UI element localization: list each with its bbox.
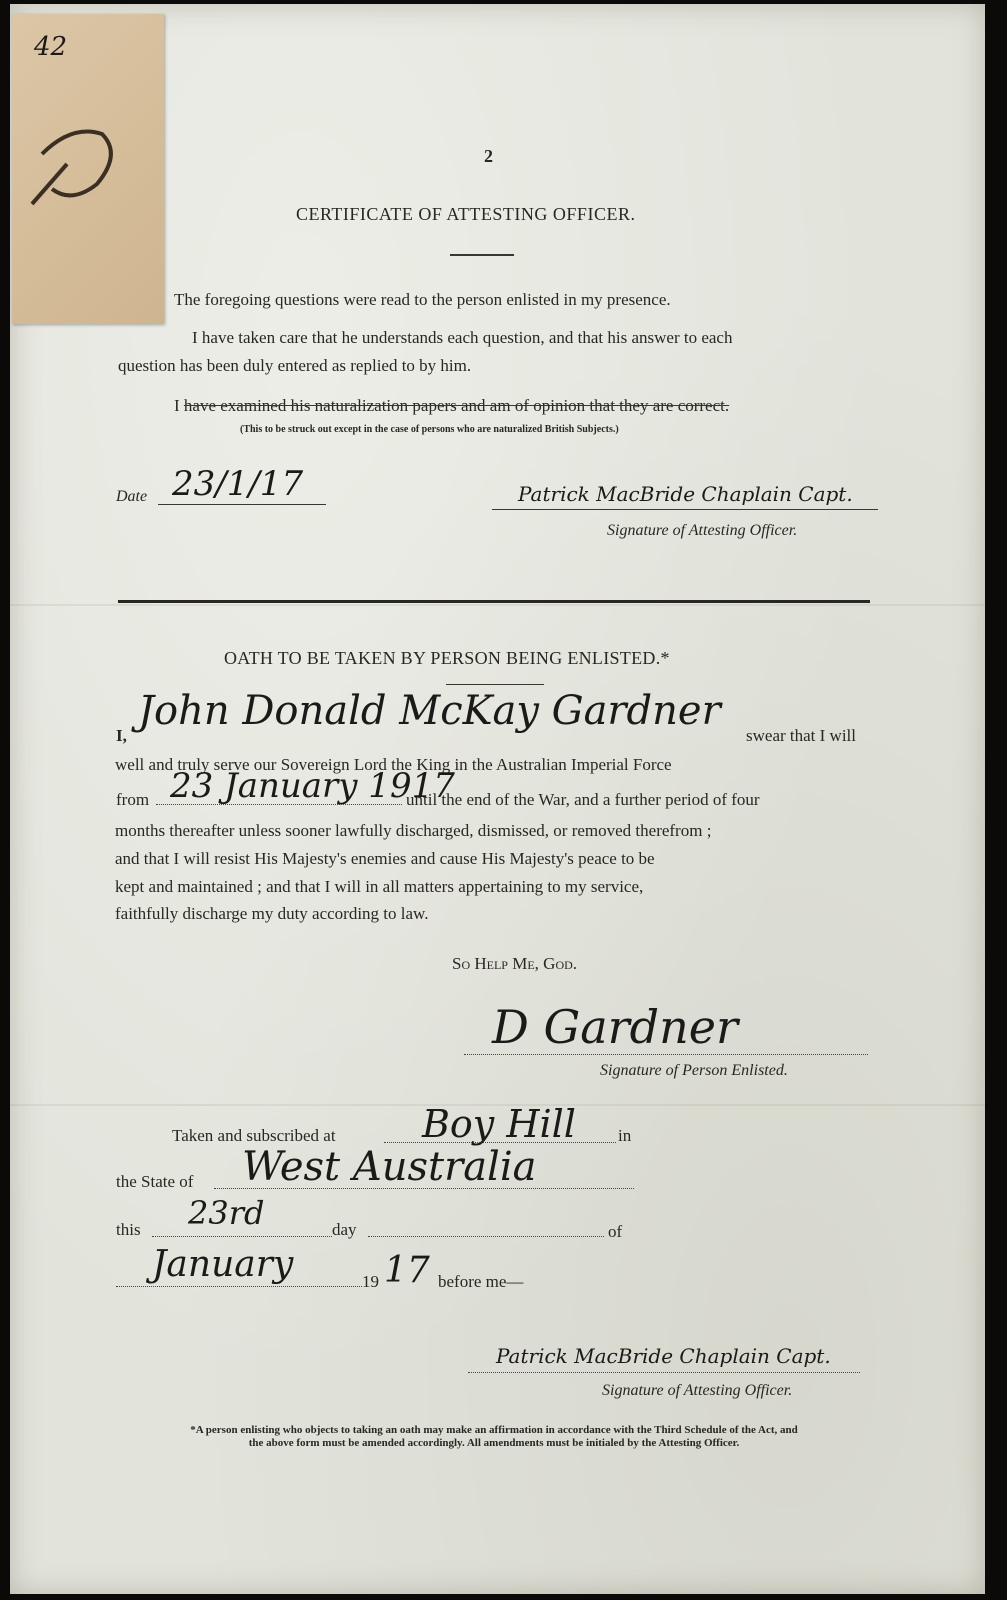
this-label: this — [116, 1220, 141, 1239]
page-number: 2 — [484, 146, 493, 166]
enlistee-signature-line — [464, 1054, 868, 1055]
naturalization-note: (This to be struck out except in the case of persons who are naturalized British Subjects.) — [240, 424, 619, 435]
oath-line-6: kept and maintained ; and that I will in all matters appertaining to my service, — [115, 877, 644, 896]
oath-closing: So Help Me, God. — [452, 954, 578, 973]
oath-line-1-end: swear that I will — [746, 726, 856, 745]
officer-signature-2: Patrick MacBride Chaplain Capt. — [496, 1344, 831, 1368]
struck-naturalization-text: have examined his naturalization papers and am of opinion that they are correct. — [183, 396, 730, 415]
state-line — [214, 1188, 634, 1189]
from-date-line — [156, 804, 402, 805]
document-page — [10, 4, 985, 1594]
tab-marking: 42 — [34, 32, 68, 62]
place-handwritten: Boy Hill — [422, 1102, 576, 1146]
taken-subscribed-label: Taken and subscribed at — [172, 1126, 336, 1145]
date-handwritten: 23/1/17 — [172, 464, 304, 504]
oath-line-2: well and truly serve our Sovereign Lord the King in the Australian Imperial Force — [115, 755, 672, 774]
section-divider — [118, 600, 870, 603]
oath-line-3: until the end of the War, and a further period of four — [406, 790, 760, 809]
officer-signature-line-2 — [468, 1372, 860, 1373]
day-label: day — [332, 1220, 357, 1239]
title-rule — [450, 254, 514, 256]
date-line — [158, 504, 326, 505]
of-label: of — [608, 1222, 623, 1241]
oath-title: OATH TO BE TAKEN BY PERSON BEING ENLISTED.* — [224, 648, 670, 668]
signature-caption-1: Signature of Attesting Officer. — [607, 522, 798, 539]
oath-line-5: and that I will resist His Majesty's enemies and cause His Majesty's peace to be — [115, 849, 655, 868]
oath-line-7: faithfully discharge my duty according to law. — [115, 904, 429, 923]
officer-signature-line-1 — [492, 509, 878, 510]
of-line — [368, 1236, 604, 1237]
tab-handwriting-mark — [12, 14, 164, 324]
enlistee-name-handwritten: John Donald McKay Gardner — [138, 688, 721, 734]
oath-from-label: from — [116, 790, 150, 809]
certificate-line-2a: I have taken care that he understands each question, and that his answer to each — [192, 328, 733, 347]
day-handwritten: 23rd — [188, 1194, 265, 1232]
oath-title-rule — [446, 684, 544, 685]
signature-caption-2: Signature of Attesting Officer. — [602, 1382, 793, 1399]
place-line — [384, 1142, 616, 1143]
month-handwritten: January — [152, 1244, 294, 1285]
officer-signature-1: Patrick MacBride Chaplain Capt. — [518, 482, 853, 506]
footnote-line-2: the above form must be amended accordingly. All amendments must be initialed by the Attesting Officer. — [248, 1437, 740, 1449]
date-label: Date — [116, 488, 148, 505]
certificate-line-3-prefix: I — [174, 396, 184, 415]
state-handwritten: West Australia — [242, 1144, 537, 1190]
fold-line — [10, 604, 985, 606]
enlistee-signature: D Gardner — [492, 1000, 738, 1054]
in-label: in — [618, 1126, 632, 1145]
certificate-line-1: The foregoing questions were read to the person enlisted in my presence. — [174, 290, 671, 309]
certificate-line-3 — [174, 392, 729, 420]
enlistee-signature-caption: Signature of Person Enlisted. — [600, 1062, 788, 1079]
year-handwritten: 17 — [384, 1250, 430, 1291]
state-label: the State of — [116, 1172, 194, 1191]
footnote-line-1: *A person enlisting who objects to taking an oath may make an affirmation in accordance with the Third Schedule of the Act, and — [190, 1424, 798, 1436]
before-me-label: before me— — [438, 1272, 524, 1291]
year-prefix: 19 — [362, 1272, 379, 1291]
from-date-handwritten: 23 January 1917 — [170, 766, 455, 806]
certificate-line-2b: question has been duly entered as replied to by him. — [118, 356, 472, 375]
paper-tab — [12, 14, 164, 324]
oath-i-label: I, — [116, 726, 127, 745]
day-line — [152, 1236, 332, 1237]
month-line — [116, 1286, 362, 1287]
footnote — [114, 1424, 874, 1450]
oath-line-4: months thereafter unless sooner lawfully discharged, dismissed, or removed therefrom ; — [115, 821, 712, 840]
certificate-title: CERTIFICATE OF ATTESTING OFFICER. — [296, 204, 636, 224]
